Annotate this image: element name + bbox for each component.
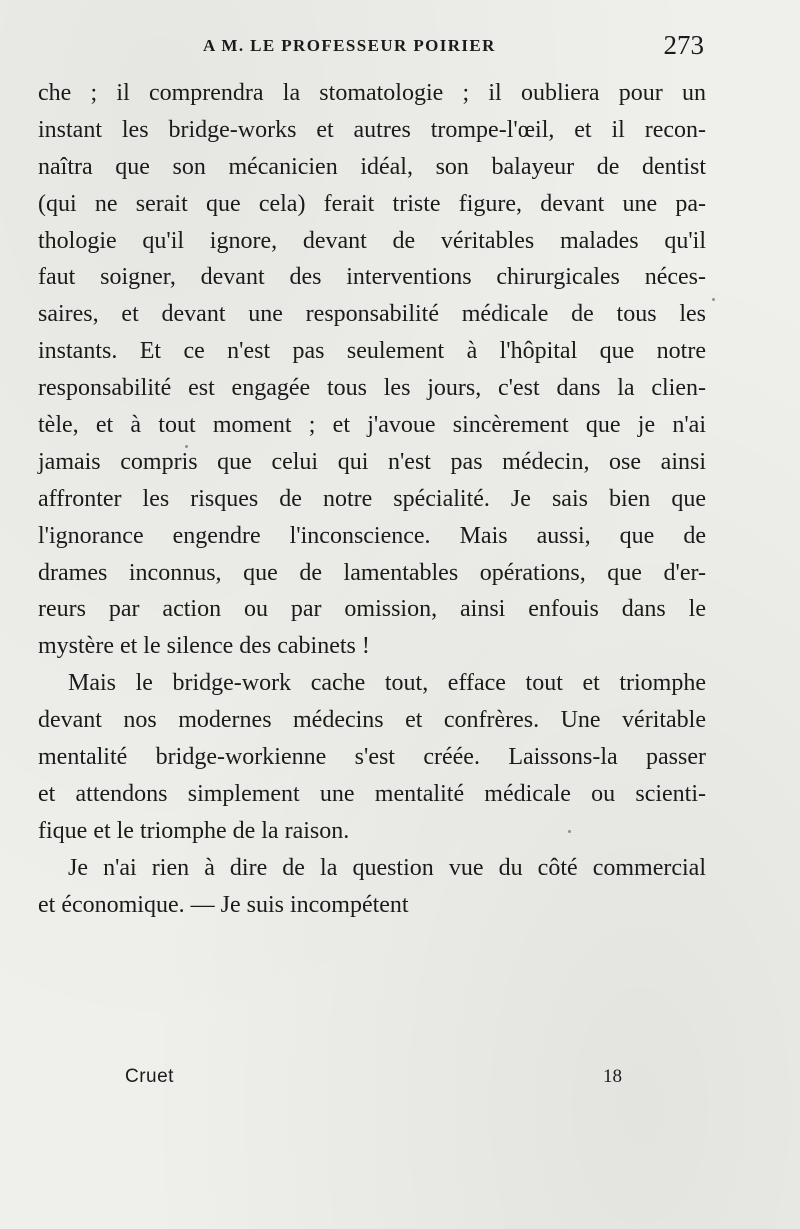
text-line: l'ignorance engendre l'inconscience. Mais aussi, que de — [38, 522, 706, 549]
print-speck — [568, 830, 571, 833]
text-line: responsabilité est engagée tous les jours, c'est dans la clien- — [38, 375, 706, 402]
text-line: Je n'ai rien à dire de la question vue du côté commercial — [68, 854, 706, 881]
text-line: mystère et le silence des cabinets ! — [38, 633, 370, 660]
text-line: drames inconnus, que de lamentables opérations, que d'er- — [38, 559, 706, 586]
text-line: che ; il comprendra la stomatologie ; il oubliera pour un — [38, 80, 706, 106]
page-number: 273 — [663, 30, 704, 60]
text-line: affronter les risques de notre spécialité. Je sais bien que — [38, 485, 706, 512]
text-line: jamais compris que celui qui n'est pas médecin, ose ainsi — [38, 448, 706, 475]
body-text — [38, 75, 706, 923]
text-line: fique et le triomphe de la raison. — [38, 817, 350, 844]
text-line: et attendons simplement une mentalité médicale ou scienti- — [38, 780, 706, 807]
text-line: devant nos modernes médecins et confrères. Une véritable — [38, 707, 706, 734]
text-line: instants. Et ce n'est pas seulement à l'hôpital que notre — [38, 338, 706, 365]
text-line: saires, et devant une responsabilité médicale de tous les — [38, 301, 706, 328]
signature-mark: Cruet — [125, 1066, 174, 1087]
text-line: mentalité bridge-workienne s'est créée. Laissons-la passer — [38, 744, 706, 771]
print-speck — [185, 445, 188, 448]
text-line: thologie qu'il ignore, devant de véritables malades qu'il — [38, 227, 706, 254]
text-line: reurs par action ou par omission, ainsi enfouis dans le — [38, 596, 706, 623]
text-line: naîtra que son mécanicien idéal, son balayeur de dentist — [38, 153, 706, 180]
text-line: instant les bridge-works et autres trompe-l'œil, et il recon- — [38, 116, 706, 143]
text-line: Mais le bridge-work cache tout, efface tout et triomphe — [68, 670, 706, 697]
text-line: (qui ne serait que cela) ferait triste figure, devant une pa- — [38, 190, 706, 217]
running-head — [38, 30, 706, 64]
text-line: faut soigner, devant des interventions chirurgicales néces- — [38, 264, 706, 291]
text-line: et économique. — Je suis incompétent — [38, 891, 409, 918]
text-line: tèle, et à tout moment ; et j'avoue sincèrement que je n'ai — [38, 412, 706, 439]
page-footer — [125, 1066, 625, 1096]
sheet-number: 18 — [603, 1066, 622, 1087]
print-speck — [712, 298, 715, 301]
running-title: A M. LE PROFESSEUR POIRIER — [203, 36, 496, 55]
